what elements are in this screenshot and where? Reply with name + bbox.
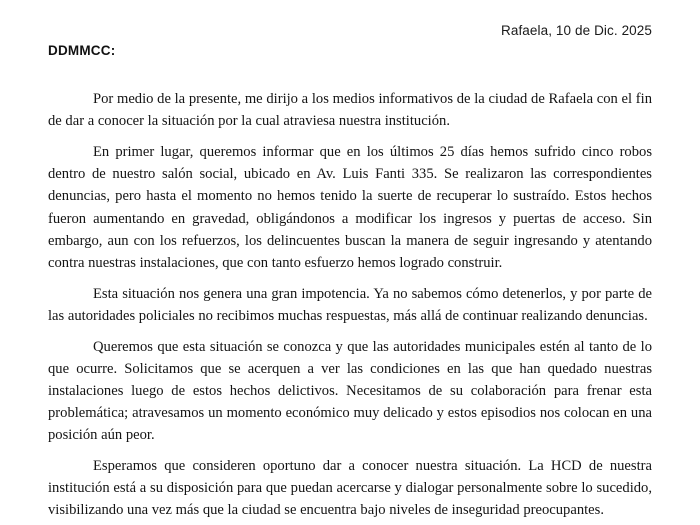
body-paragraph: Esta situación nos genera una gran impotencia. Ya no sabemos cómo detenerlos, y por parte de las autoridades policiales no recibimos muchas respuestas, más allá de continuar realizando denuncias. bbox=[48, 285, 652, 324]
body-paragraph: En primer lugar, queremos informar que en los últimos 25 días hemos sufrido cinco robos dentro de nuestro salón social, ubicado en Av. Luis Fanti 335. Se realizaron las correspondientes denuncias, pero hasta el momento no hemos tenido la suerte de recuperar lo sustraído. Estos hechos fueron aumentando en gravedad, obligándonos a modificar los ingresos y puertas de acceso. Sin embargo, aun con los refuerzos, los delincuentes buscan la manera de seguir ingresando y atentando contra nuestras instalaciones, que con tanto esfuerzo hemos logrado construir. bbox=[48, 143, 652, 271]
document-date: Rafaela, 10 de Dic. 2025 bbox=[501, 23, 652, 38]
recipient-label: DDMMCC: bbox=[48, 43, 116, 58]
body-paragraph: Queremos que esta situación se conozca y que las autoridades municipales estén al tanto de lo que ocurre. Solicitamos que se acerquen a ver las condiciones en las que han quedado nuestras instalaciones luego de estos hechos delictivos. Necesitamos de su colaboración para frenar esta problemática; atravesamos un momento económico muy delicado y estos episodios nos colocan en una posición aún peor. bbox=[48, 338, 652, 444]
body-paragraph: Por medio de la presente, me dirijo a los medios informativos de la ciudad de Rafaela con el fin de dar a conocer la situación por la cual atraviesa nuestra institución. bbox=[48, 91, 652, 130]
document-body bbox=[48, 88, 652, 522]
body-paragraph: Esperamos que consideren oportuno dar a conocer nuestra situación. La HCD de nuestra institución está a su disposición para que puedan acercarse y dialogar personalmente sobre lo sucedido, visibilizando una vez más que la ciudad se encuentra bajo niveles de inseguridad preocupantes. bbox=[48, 458, 652, 519]
